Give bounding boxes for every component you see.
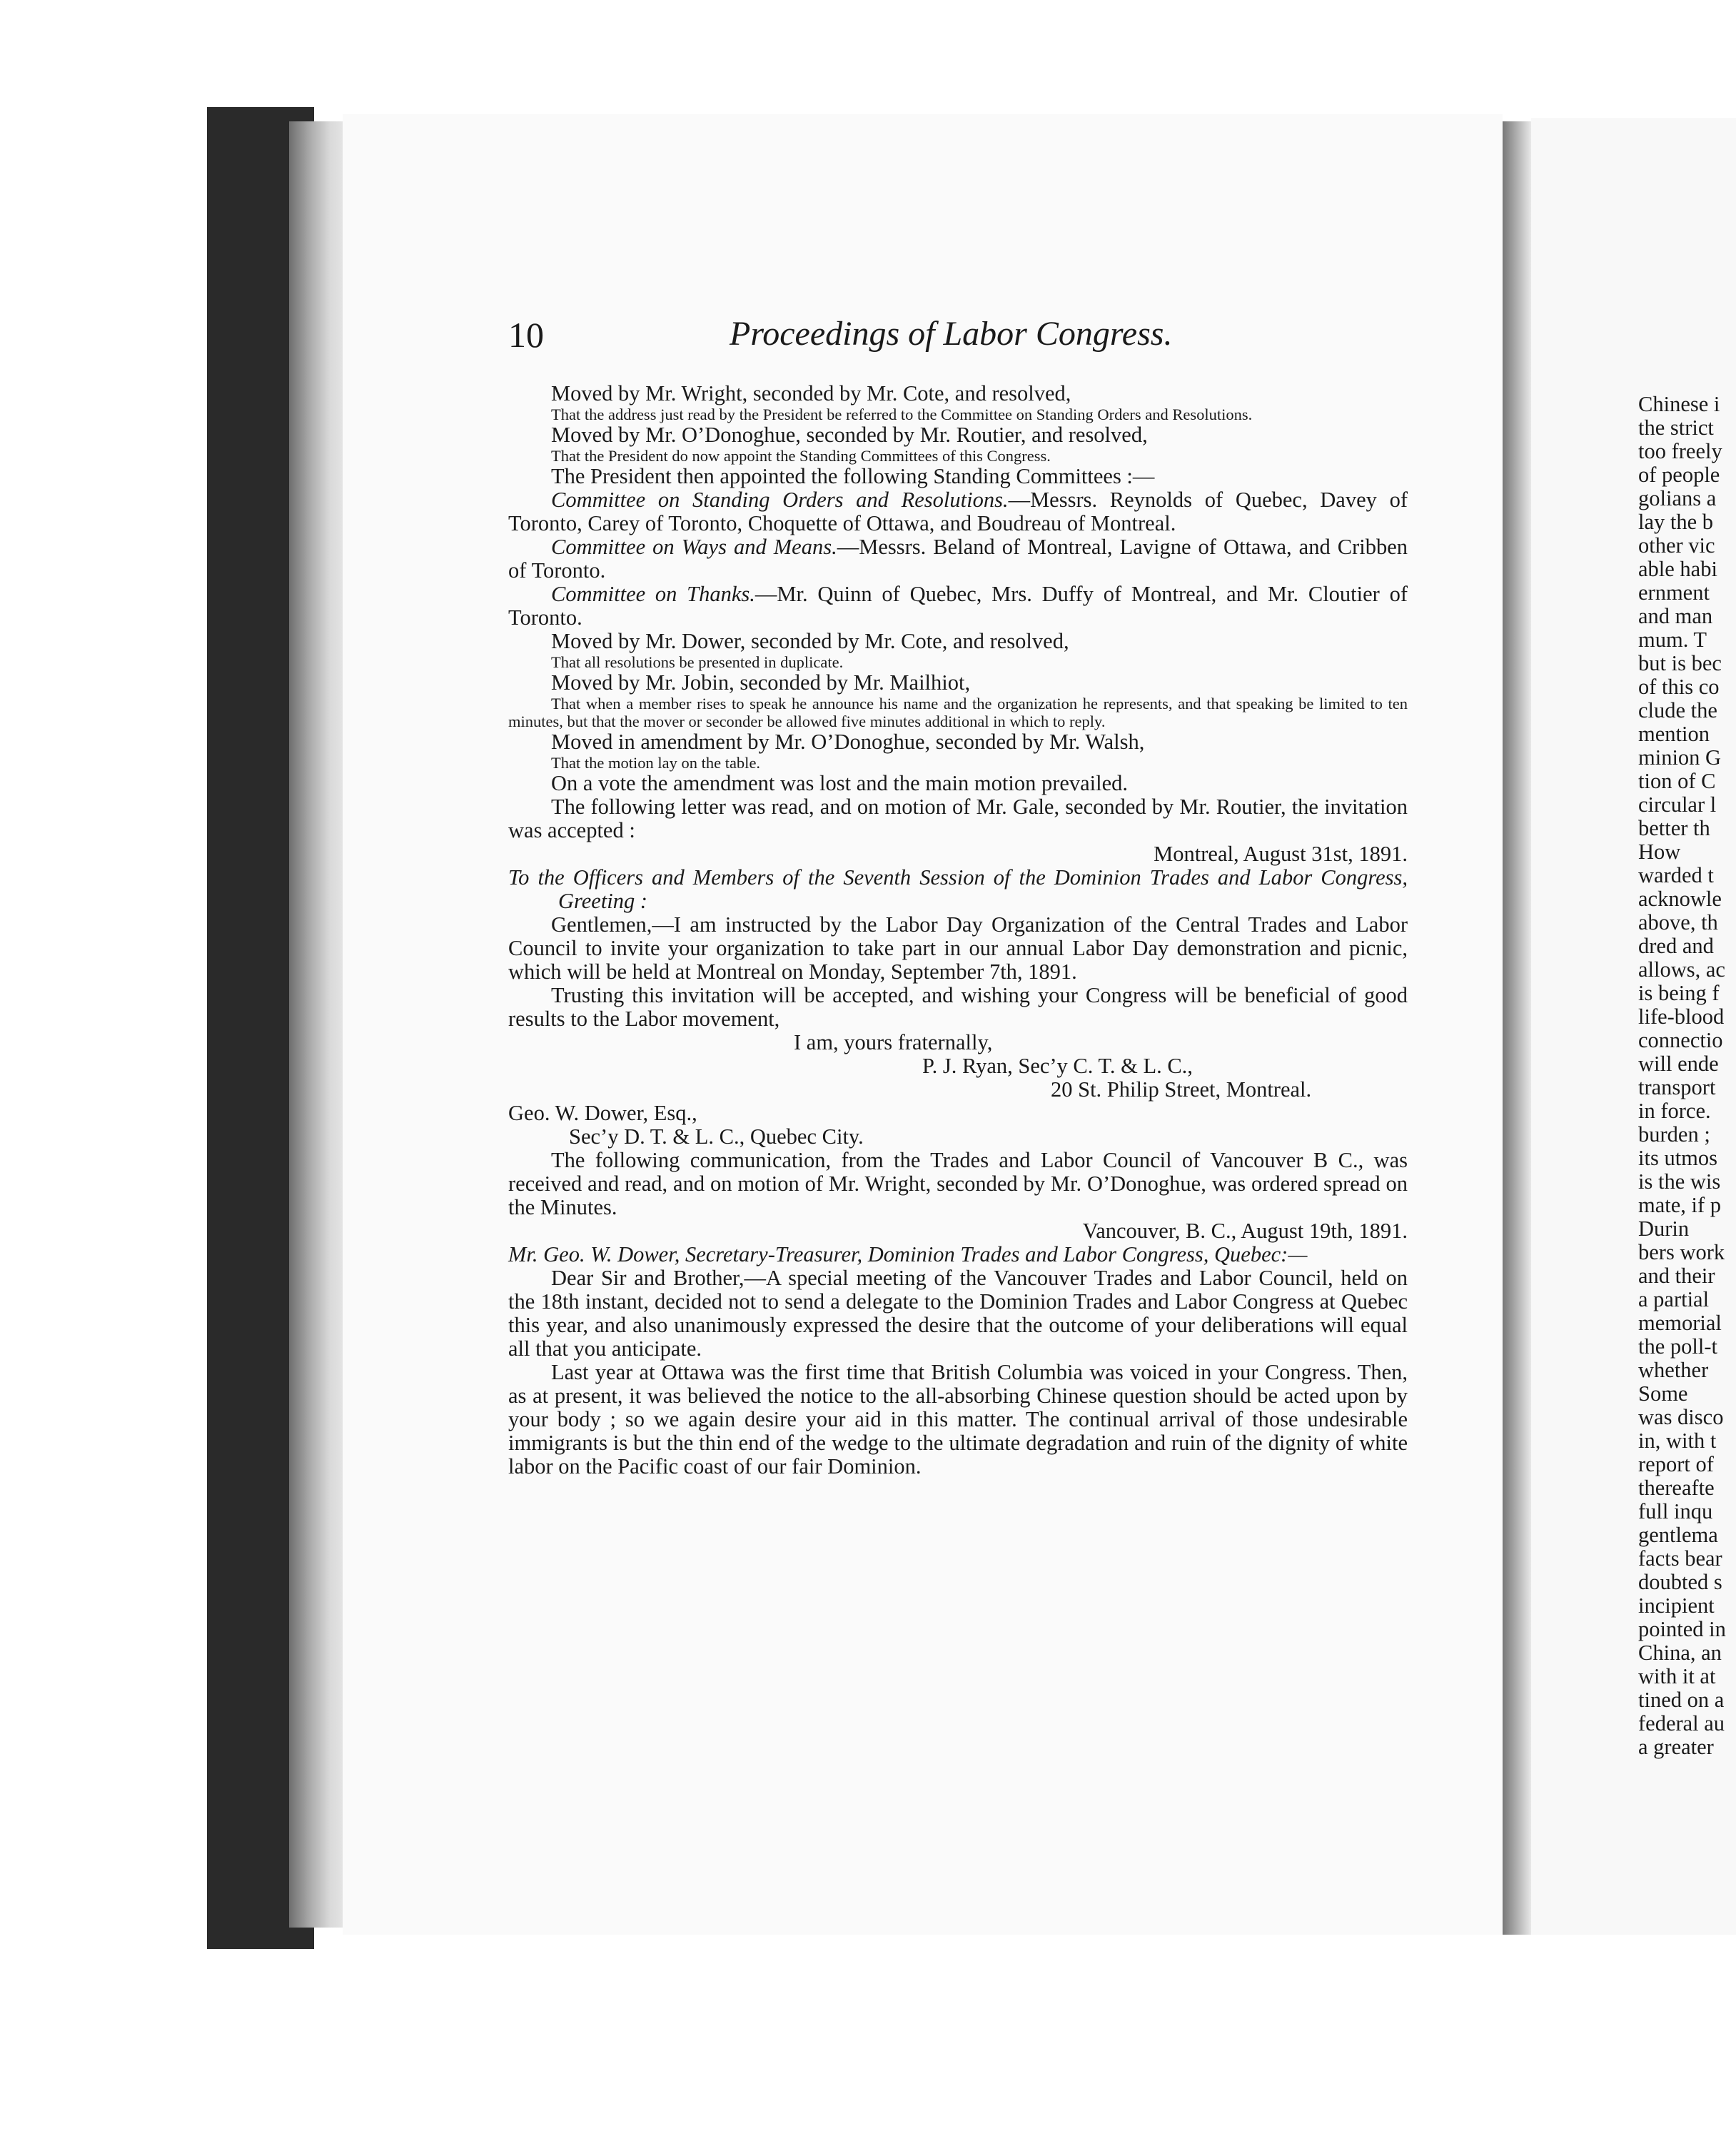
facing-page-line: memorial <box>1638 1311 1722 1335</box>
body-paragraph: Mr. Geo. W. Dower, Secretary-Treasurer, Dominion Trades and Labor Congress, Quebec:— <box>508 1242 1308 1266</box>
committee-members: —Messrs. Beland of Montreal, Lavigne of Ottawa, and Cribben of Toronto. <box>508 535 1408 583</box>
facing-page-line: other vic <box>1638 533 1715 558</box>
body-paragraph: That the address just read by the President be referred to the Committee on Standing Orders and Resolutions. <box>551 405 1253 423</box>
facing-page <box>1531 118 1736 1935</box>
facing-page-line: connectio <box>1638 1028 1723 1052</box>
facing-page-line: Durin <box>1638 1216 1690 1241</box>
body-paragraph: Sec’y D. T. & L. C., Quebec City. <box>569 1124 864 1149</box>
facing-page-line: facts bear <box>1638 1546 1722 1571</box>
body-paragraph: Moved by Mr. Jobin, seconded by Mr. Mailhiot, <box>551 670 971 695</box>
committee-name: Committee on Thanks. <box>551 582 755 606</box>
facing-page-line: lay the b <box>1638 510 1714 534</box>
facing-page-line: able habi <box>1638 557 1717 581</box>
facing-page-line: of this co <box>1638 675 1720 699</box>
facing-page-line: How <box>1638 840 1681 864</box>
body-paragraph: Moved in amendment by Mr. O’Donoghue, seconded by Mr. Walsh, <box>551 730 1145 754</box>
facing-page-line: is the wis <box>1638 1169 1721 1194</box>
body-paragraph: I am, yours fraternally, <box>794 1030 993 1054</box>
body-paragraph: The following letter was read, and on motion of Mr. Gale, seconded by Mr. Routier, the invitation was accepted : <box>508 795 1408 842</box>
facing-page-line: federal au <box>1638 1711 1725 1736</box>
body-paragraph <box>508 488 1408 535</box>
facing-page-line: Some <box>1638 1381 1688 1406</box>
facing-page-line: tined on a <box>1638 1688 1725 1712</box>
facing-page-line: acknowle <box>1638 887 1722 911</box>
body-paragraph: That all resolutions be presented in duplicate. <box>551 653 844 671</box>
facing-page-line: its utmos <box>1638 1146 1718 1170</box>
facing-page-line: transport <box>1638 1075 1716 1099</box>
facing-page-line: bers work <box>1638 1240 1725 1264</box>
facing-page-line: whether <box>1638 1358 1709 1382</box>
body-paragraph: To the Officers and Members of the Seventh Session of the Dominion Trades and Labor Congress, Greeting : <box>508 865 1408 913</box>
facing-page-line: and man <box>1638 604 1713 628</box>
facing-page-line: thereafte <box>1638 1476 1715 1500</box>
facing-page-line: is being f <box>1638 981 1720 1005</box>
facing-page-line: Chinese i <box>1638 392 1720 416</box>
body-paragraph: The following communication, from the Trades and Labor Council of Vancouver B C., was received and read, and on motion of Mr. Wright, seconded by Mr. O’Donoghue, was ordered spread on the Minutes. <box>508 1148 1408 1219</box>
book-gutter <box>1503 121 1531 1935</box>
body-paragraph: Moved by Mr. Wright, seconded by Mr. Cote, and resolved, <box>551 381 1071 405</box>
facing-page-line: report of <box>1638 1452 1714 1476</box>
facing-page-line: a partial <box>1638 1287 1710 1311</box>
facing-page-line: tion of C <box>1638 769 1716 793</box>
committee-members: —Messrs. Reynolds of Quebec, Davey of Toronto, Carey of Toronto, Choquette of Ottawa, and Boudreau of Montreal. <box>508 488 1408 535</box>
body-paragraph: That the motion lay on the table. <box>551 754 761 772</box>
facing-page-line: in force. <box>1638 1099 1711 1123</box>
body-paragraph <box>508 535 1408 583</box>
facing-page-line: clude the <box>1638 698 1717 722</box>
body-paragraph: Moved by Mr. Dower, seconded by Mr. Cote, and resolved, <box>551 629 1069 653</box>
body-paragraph: Trusting this invitation will be accepted, and wishing your Congress will be beneficial of good results to the Labor movement, <box>508 983 1408 1031</box>
facing-page-line: China, an <box>1638 1641 1722 1665</box>
facing-page-line: life-blood <box>1638 1004 1725 1029</box>
facing-page-line: will ende <box>1638 1052 1719 1076</box>
facing-page-line: doubted s <box>1638 1570 1722 1594</box>
facing-page-line: and their <box>1638 1264 1715 1288</box>
body-paragraph: Vancouver, B. C., August 19th, 1891. <box>1082 1219 1408 1243</box>
facing-page-line: mention <box>1638 722 1710 746</box>
facing-page-line: pointed in <box>1638 1617 1726 1641</box>
facing-page-line: warded t <box>1638 863 1714 887</box>
body-paragraph: That when a member rises to speak he announce his name and the organization he represents, and that speaking be limited to ten minutes, but that the mover or seconder be allowed five minutes additional in which to reply. <box>508 695 1408 730</box>
committee-members: —Mr. Quinn of Quebec, Mrs. Duffy of Montreal, and Mr. Cloutier of Toronto. <box>508 582 1408 630</box>
facing-page-line: incipient <box>1638 1593 1715 1618</box>
body-paragraph: Geo. W. Dower, Esq., <box>508 1101 697 1125</box>
facing-page-text <box>1638 393 1736 1759</box>
facing-page-line: dred and <box>1638 934 1714 958</box>
facing-page-line: mum. T <box>1638 628 1707 652</box>
facing-page-line: minion G <box>1638 745 1722 770</box>
facing-page-line: but is bec <box>1638 651 1722 675</box>
facing-page-line: with it at <box>1638 1664 1716 1688</box>
facing-page-line: better th <box>1638 816 1710 840</box>
body-paragraph: The President then appointed the following Standing Committees :— <box>551 464 1155 488</box>
page-number: 10 <box>508 315 544 355</box>
body-paragraph: Last year at Ottawa was the first time that British Columbia was voiced in your Congress. Then, as at present, it was believed the notice to the all-absorbing Chinese question should be acted upon by your body ; so we again desire your aid in this matter. The continual arrival of those undesirable immigrants is but the thin end of the wedge to the ultimate degradation and ruin of the dignity of white labor on the Pacific coast of our fair Dominion. <box>508 1360 1408 1478</box>
body-paragraph: 20 St. Philip Street, Montreal. <box>1051 1077 1312 1102</box>
body-text <box>508 382 1408 1478</box>
facing-page-line: in, with t <box>1638 1429 1717 1453</box>
facing-page-line: circular l <box>1638 792 1717 817</box>
facing-page-line: gentlema <box>1638 1523 1718 1547</box>
facing-page-line: ernment <box>1638 580 1710 605</box>
facing-page-line: the poll-t <box>1638 1334 1717 1359</box>
facing-page-line: above, th <box>1638 910 1718 934</box>
facing-page-line: golians a <box>1638 486 1717 510</box>
body-paragraph: Montreal, August 31st, 1891. <box>1154 842 1408 866</box>
committee-name: Committee on Standing Orders and Resolutions. <box>551 488 1009 512</box>
committee-name: Committee on Ways and Means. <box>551 535 837 559</box>
facing-page-line: allows, ac <box>1638 957 1725 982</box>
body-paragraph: Dear Sir and Brother,—A special meeting of the Vancouver Trades and Labor Council, held on the 18th instant, decided not to send a delegate to the Dominion Trades and Labor Congress at Quebec this year, and also unanimously expressed the desire that the outcome of your deliberations will equal all that you anticipate. <box>508 1266 1408 1361</box>
body-paragraph <box>508 583 1408 630</box>
body-paragraph: Moved by Mr. O’Donoghue, seconded by Mr. Routier, and resolved, <box>551 423 1148 447</box>
facing-page-line: of people <box>1638 463 1720 487</box>
body-paragraph: On a vote the amendment was lost and the main motion prevailed. <box>551 771 1129 795</box>
page-header <box>508 314 1408 357</box>
facing-page-line: the strict <box>1638 415 1714 440</box>
body-paragraph: Gentlemen,—I am instructed by the Labor Day Organization of the Central Trades and Labor Council to invite your organization to take part in our annual Labor Day demonstration and picnic, which will be held at Montreal on Monday, September 7th, 1891. <box>508 912 1408 984</box>
facing-page-line: mate, if p <box>1638 1193 1722 1217</box>
facing-page-line: burden ; <box>1638 1122 1710 1147</box>
facing-page-line: full inqu <box>1638 1499 1713 1523</box>
body-paragraph: P. J. Ryan, Sec’y C. T. & L. C., <box>922 1054 1193 1078</box>
body-paragraph: That the President do now appoint the Standing Committees of this Congress. <box>551 447 1051 465</box>
facing-page-line: was disco <box>1638 1405 1724 1429</box>
facing-page-line: too freely <box>1638 439 1722 463</box>
running-head: Proceedings of Labor Congress. <box>730 315 1173 353</box>
facing-page-line: a greater <box>1638 1735 1714 1759</box>
